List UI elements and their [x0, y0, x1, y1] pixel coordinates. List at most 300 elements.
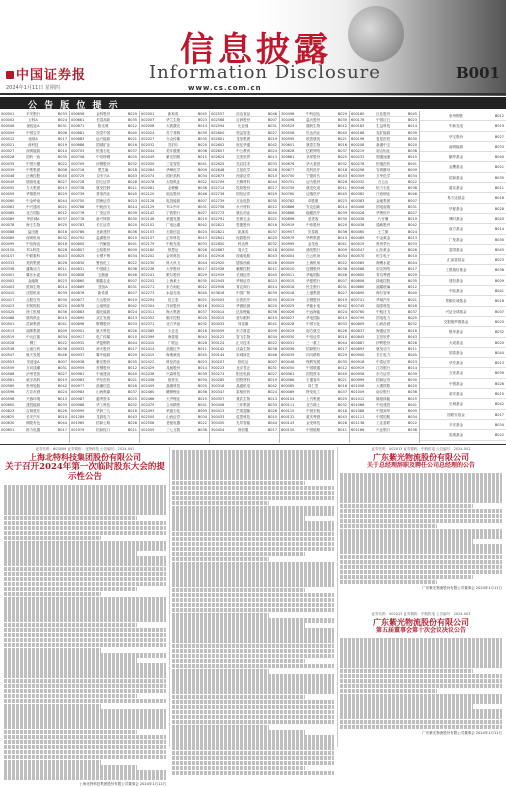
page-ref: B021 [127, 378, 137, 383]
stock-code: 600795 [351, 316, 365, 321]
stock-code: 600690 [351, 291, 365, 296]
page-ref: B042 [337, 303, 347, 308]
stock-code: 600188 [351, 130, 365, 135]
stock-code: 002456 [141, 378, 155, 383]
issuer-name: 中新光电 [449, 124, 463, 129]
stock-name: 智飞生物 [236, 334, 251, 339]
stock-code: 600208 [351, 142, 365, 147]
page-ref: B037 [127, 149, 137, 154]
text-line [4, 633, 166, 638]
stock-name: 华测检测 [236, 303, 251, 308]
stock-code: 000402 [1, 279, 15, 284]
issuer-name: 工银瑞信基金 [445, 268, 467, 273]
text-line [172, 771, 334, 776]
page-ref: B045 [197, 353, 207, 358]
stock-name: 士兰微 [377, 229, 389, 234]
page-ref: B020 [494, 340, 504, 345]
page-ref: B022 [267, 340, 277, 345]
text-line [172, 710, 334, 715]
page-ref: B023 [407, 359, 417, 364]
page-ref: B013 [127, 316, 137, 321]
stock-code: 002739 [211, 198, 225, 203]
page-ref: B028 [57, 248, 67, 253]
stock-code: 000012 [1, 136, 15, 141]
page-ref: B010 [337, 334, 347, 339]
stock-name: 东阿阿胶 [26, 303, 41, 308]
text-line [4, 730, 137, 735]
index-row [420, 142, 506, 152]
stock-name: 国信证券 [236, 192, 251, 197]
page-ref: B040 [127, 371, 137, 376]
text-line [340, 643, 502, 648]
text-line [4, 684, 166, 689]
index-row [420, 173, 506, 183]
stock-code: 000961 [71, 371, 85, 376]
stock-name: 中国石化 [306, 322, 321, 327]
stock-code: 000651 [1, 427, 15, 432]
masthead [0, 0, 506, 96]
page-ref: B033 [197, 241, 207, 246]
page-ref: B044 [57, 198, 67, 203]
index-row [420, 152, 506, 162]
stock-code: 600309 [351, 173, 365, 178]
issuer-name: 华宝股份 [449, 134, 463, 139]
page-ref: B027 [337, 291, 347, 296]
stock-code: 000060 [1, 198, 15, 203]
stock-name: 青岛啤酒 [376, 272, 391, 277]
stock-code: 000933 [71, 347, 85, 352]
text-line [172, 511, 334, 516]
text-line [4, 714, 166, 719]
stock-name: 山东黄金 [376, 248, 391, 253]
page-ref: B046 [267, 112, 277, 116]
page-ref: B018 [127, 409, 137, 413]
stock-code: 001979 [71, 427, 85, 432]
announcement-company: 广东紫光物流股份有限公司 [373, 617, 469, 627]
page-ref: B011 [127, 186, 137, 191]
stock-name: 海普瑞 [167, 334, 179, 339]
page-ref: B026 [197, 248, 207, 253]
stock-code: 600741 [351, 297, 365, 302]
stock-name: 完美世界 [236, 155, 251, 160]
page-ref: B020 [407, 384, 417, 389]
stock-code: 300888 [281, 211, 295, 215]
page-ref: B020 [57, 303, 67, 308]
stock-code: 300601 [281, 142, 295, 147]
stock-name: 黑芝麻 [97, 167, 109, 172]
text-line [4, 760, 101, 765]
page-ref: B011 [197, 347, 207, 352]
stock-name: 阳光电源 [236, 371, 251, 376]
stock-code: 000938 [71, 359, 85, 364]
stock-name: 阳光城 [97, 124, 109, 129]
stock-name: 东方雨虹 [166, 285, 181, 290]
text-line [172, 496, 334, 501]
text-line [172, 659, 305, 664]
issue-date: 2024年1月11日 星期四 [6, 85, 60, 91]
page-ref: B034 [197, 415, 207, 420]
text-line [4, 699, 166, 704]
page-ref: B031 [197, 204, 207, 209]
stock-code: 600362 [351, 192, 365, 197]
stock-name: 徐工机械 [26, 310, 41, 314]
stock-code: 000999 [71, 409, 85, 413]
stock-code: 000001 [1, 112, 15, 116]
stock-name: 宇通客车 [306, 378, 321, 383]
stock-name: 万华化学 [376, 173, 391, 178]
stock-name: 三环集团 [236, 402, 251, 407]
index-row [420, 368, 506, 378]
page-ref: B042 [494, 402, 504, 407]
text-line [4, 561, 166, 566]
page-ref: B014 [407, 124, 417, 129]
stock-name: 铜陵有色 [26, 421, 41, 426]
stock-code: 601111 [351, 415, 365, 420]
stock-name: 白云山 [377, 180, 389, 185]
stock-name: 中航沈飞 [376, 310, 391, 314]
stock-name: 龙佰集团 [236, 136, 251, 141]
stock-name: 潍柴动力 [26, 266, 41, 271]
stock-code: 300274 [211, 371, 225, 376]
text-line [172, 481, 305, 486]
stock-name: 沈阳机床 [26, 291, 41, 296]
text-line [4, 673, 166, 678]
stock-code: 002508 [141, 421, 155, 426]
stock-code: 002625 [211, 161, 225, 166]
page-ref: B007 [337, 279, 347, 284]
stock-name: 北方稀土 [306, 402, 321, 407]
stock-name: 卓胜微 [307, 198, 319, 203]
stock-code: 002157 [141, 235, 155, 240]
issuer-name: 兴证全球基金 [445, 309, 467, 314]
issuer-name: 华夏基金 [449, 206, 463, 211]
stock-code: 600104 [281, 396, 295, 401]
stock-name: 国投资本 [306, 371, 321, 376]
page-ref: B028 [407, 340, 417, 345]
stock-name: 大北农 [167, 328, 179, 333]
text-line [172, 730, 305, 735]
stock-name: 大秦铁路 [376, 384, 391, 389]
stock-code: 002007 [141, 118, 155, 123]
index-right-column [420, 111, 506, 443]
page-ref: B029 [127, 112, 137, 116]
page-ref: B021 [197, 297, 207, 302]
stock-name: 北新建材 [96, 229, 111, 234]
stock-name: 三花智控 [166, 161, 181, 166]
stock-code: 002648 [211, 167, 225, 172]
text-line [172, 751, 334, 756]
stock-code: 002736 [211, 192, 225, 197]
stock-name: 三七互娱 [166, 427, 181, 432]
text-line [172, 669, 269, 674]
page-ref: B045 [337, 192, 347, 197]
stock-code: 000055 [1, 186, 15, 191]
page-ref: B010 [494, 392, 504, 397]
stock-code: 000783 [71, 223, 85, 228]
page-ref: B036 [337, 229, 347, 234]
stock-name: 亿联网络 [306, 149, 321, 154]
stock-code: 000895 [71, 316, 85, 321]
page-ref: B013 [407, 235, 417, 240]
page-ref: B031 [337, 285, 347, 290]
stock-name: 同仁堂 [307, 384, 319, 389]
stock-code: 601066 [351, 402, 365, 407]
stock-code: 003816 [211, 291, 225, 296]
text-line [4, 623, 137, 628]
stock-name: 国瓷材料 [236, 378, 251, 383]
stock-name: 民生银行 [306, 285, 321, 290]
page-ref: B036 [197, 149, 207, 154]
stock-name: 国轩高科 [166, 173, 181, 178]
page-ref: B027 [407, 211, 417, 215]
page-ref: B035 [127, 359, 137, 364]
stock-name: 华大基因 [306, 161, 321, 166]
stock-code: 000800 [71, 241, 85, 246]
stock-code: 002429 [141, 365, 155, 370]
stock-code: 000937 [71, 353, 85, 358]
text-line [340, 524, 437, 529]
page-ref: B025 [127, 155, 137, 160]
index-row [420, 235, 506, 245]
page-ref: B030 [407, 136, 417, 141]
stock-name: 欧普康视 [306, 136, 321, 141]
stock-name: 中国神华 [376, 409, 391, 413]
stock-code: 002152 [141, 223, 155, 228]
page-ref: B040 [57, 173, 67, 178]
stock-code: 000410 [1, 291, 15, 296]
stock-code: 300059 [211, 328, 225, 333]
stock-name: 用友网络 [376, 266, 391, 271]
page-ref: B012 [127, 365, 137, 370]
page-ref: B040 [197, 291, 207, 296]
stock-name: 天山股份 [96, 297, 111, 302]
stock-name: 亿纬锂能 [236, 310, 251, 314]
page-ref: B024 [267, 149, 277, 154]
issuer-name: 招商基金 [449, 175, 463, 180]
stock-code: 000528 [1, 340, 15, 345]
stock-name: 云南铜业 [96, 303, 111, 308]
text-line [172, 761, 334, 766]
stock-code: 002230 [141, 260, 155, 265]
stock-name: 复星医药 [376, 136, 391, 141]
stock-name: 南玻A [28, 136, 38, 141]
stock-name: 荣盛发展 [166, 217, 181, 222]
page-ref: B032 [127, 402, 137, 407]
page-ref: B017 [494, 412, 504, 417]
page-ref: B012 [197, 285, 207, 290]
page-ref: B045 [494, 247, 504, 252]
stock-code: 300144 [211, 353, 225, 358]
page-ref: B036 [407, 390, 417, 395]
stock-name: 工业富联 [376, 421, 391, 426]
page-ref: B017 [57, 136, 67, 141]
stock-name: 芒果超媒 [236, 409, 251, 413]
page-ref: B023 [197, 118, 207, 123]
page-ref: B016 [337, 142, 347, 147]
page-ref: B044 [407, 260, 417, 265]
page-ref: B009 [494, 278, 504, 283]
page-ref: B032 [494, 330, 504, 335]
text-line [4, 602, 166, 607]
stock-name: 科大讯飞 [166, 260, 181, 265]
text-line [172, 695, 305, 700]
text-line [172, 633, 334, 638]
page-ref: B038 [127, 266, 137, 271]
page-ref: B027 [267, 130, 277, 135]
stock-code: 600760 [351, 310, 365, 314]
stock-code: 000830 [71, 260, 85, 265]
text-line [340, 473, 502, 478]
stock-name: 中集集团 [26, 167, 41, 172]
stock-code: 600111 [281, 402, 295, 407]
page-ref: B014 [197, 365, 207, 370]
page-ref: B021 [494, 165, 504, 170]
stock-code: 600019 [281, 297, 295, 302]
stock-code: 600031 [281, 340, 295, 345]
section-divider [0, 444, 506, 445]
stock-name: 保利发展 [306, 359, 321, 364]
page-ref: B024 [267, 390, 277, 395]
page-ref: B024 [57, 390, 67, 395]
page-ref: B034 [57, 334, 67, 339]
issuer-name: 中欧基金 [449, 289, 463, 294]
stock-code: 002568 [211, 118, 225, 123]
stock-code: 300316 [211, 384, 225, 389]
stock-name: 中国船舶 [306, 427, 321, 432]
logo-seal-icon [6, 71, 14, 79]
announcement-body [340, 473, 502, 584]
text-line [172, 679, 334, 684]
stock-name: 金地集团 [376, 198, 391, 203]
page-ref: B038 [57, 347, 67, 352]
stock-name: 圆通速递 [376, 155, 391, 160]
stock-name: 世纪华通 [236, 142, 251, 147]
text-line [4, 694, 137, 699]
page-ref: B021 [407, 297, 417, 302]
page-ref: B030 [197, 378, 207, 383]
page-ref: B037 [494, 309, 504, 314]
page-ref: B037 [337, 390, 347, 395]
stock-code: 600919 [351, 365, 365, 370]
announcement-3 [340, 612, 502, 747]
index-row [420, 399, 506, 409]
page-ref: B009 [267, 328, 277, 333]
issuer-name: 长城基金 [449, 402, 463, 407]
stock-code: 000709 [71, 161, 85, 166]
logo-text: 中国证券报 [16, 68, 87, 83]
stock-code: 300285 [211, 378, 225, 383]
page-ref: B019 [197, 217, 207, 222]
page-ref: B040 [494, 155, 504, 160]
page-ref: B020 [267, 303, 277, 308]
page-ref: B032 [267, 241, 277, 246]
page-ref: B038 [407, 186, 417, 191]
stock-code: 000681 [71, 130, 85, 135]
page-ref: B027 [197, 211, 207, 215]
index-row [420, 183, 506, 193]
text-line [4, 740, 166, 745]
stock-code: 300012 [211, 303, 225, 308]
stock-name: 上港集团 [306, 291, 321, 296]
text-line [340, 648, 502, 653]
stock-name: 南方航空 [306, 328, 321, 333]
text-line [172, 684, 334, 689]
stock-name: 中国稀土 [96, 266, 111, 271]
page-ref: B029 [57, 192, 67, 197]
text-line [172, 506, 334, 511]
stock-code: 002271 [141, 285, 155, 290]
text-line [4, 551, 137, 556]
text-line [172, 582, 334, 587]
stock-code: 000423 [1, 303, 15, 308]
page-ref: B023 [337, 198, 347, 203]
stock-name: 北京君正 [236, 365, 251, 370]
stock-code: 000988 [71, 402, 85, 407]
stock-name: 特变电工 [306, 390, 321, 395]
page-ref: B012 [337, 124, 347, 129]
stock-name: 中信证券 [306, 334, 321, 339]
issuer-name: 国泰基金 [449, 350, 463, 355]
page-ref: B013 [267, 155, 277, 160]
stock-name: 比亚迪 [237, 124, 249, 129]
stock-name: 金龙鱼 [307, 241, 319, 246]
text-line [340, 570, 502, 575]
page-ref: B030 [57, 297, 67, 302]
page-ref: B032 [57, 235, 67, 240]
stock-name: 东方财富 [236, 328, 251, 333]
page-ref: B006 [57, 167, 67, 172]
page-ref: B021 [57, 204, 67, 209]
index-row [420, 121, 506, 131]
stock-name: 长江电力 [376, 353, 391, 358]
text-line [4, 490, 166, 495]
page-ref: B023 [197, 359, 207, 364]
stock-name: 电广传媒 [96, 334, 111, 339]
announcement-company: 上海北特科技集团股份有限公司 [29, 452, 141, 462]
page-ref: B036 [407, 149, 417, 154]
stock-code: 002044 [141, 149, 155, 154]
page-ref: B028 [494, 206, 504, 211]
page-ref: B023 [127, 198, 137, 203]
stock-code: 002008 [141, 124, 155, 129]
text-line [172, 618, 334, 623]
stock-name: 国城矿业 [96, 142, 111, 147]
page-ref: B011 [337, 186, 347, 191]
stock-name: 五粮液 [97, 272, 109, 277]
stock-name: 宝信软件 [376, 334, 391, 339]
text-line [340, 653, 502, 658]
stock-name: 鹏鼎控股 [236, 266, 251, 271]
page-ref: B022 [57, 161, 67, 166]
page-ref: B022 [197, 180, 207, 185]
page-ref: B015 [267, 316, 277, 321]
page-ref: B025 [57, 223, 67, 228]
page-ref: B045 [267, 272, 277, 277]
stock-name: 长春高新 [96, 118, 111, 123]
index-row [210, 427, 279, 433]
stock-code: 600050 [281, 365, 295, 370]
stock-name: 紫光国微 [166, 155, 181, 160]
page-ref: B016 [57, 229, 67, 234]
stock-code: 600332 [351, 180, 365, 185]
page-ref: B030 [127, 217, 137, 222]
announcement-header: 证券代码：603009 证券简称：北特科技 公告编号：2024-001 [35, 447, 135, 451]
stock-code: 002709 [211, 180, 225, 185]
stock-code: 000898 [71, 322, 85, 327]
column-divider [337, 447, 338, 747]
index-row [420, 420, 506, 430]
stock-name: 三一重工 [306, 340, 321, 345]
